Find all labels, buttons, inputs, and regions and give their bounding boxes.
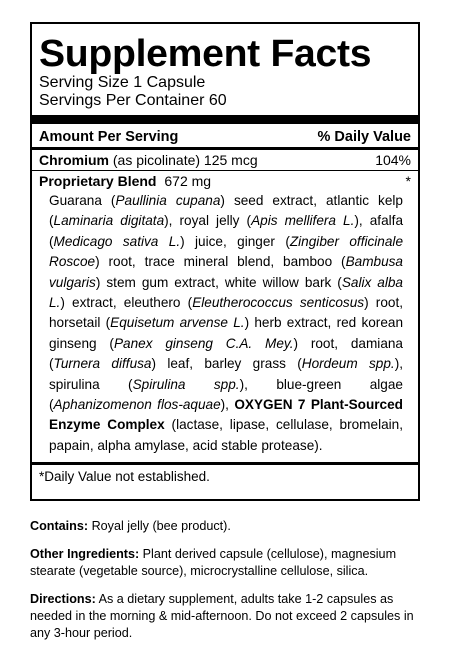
directions-statement — [30, 591, 430, 642]
botanical-name: Aphanizomenon flos-aquae — [53, 397, 221, 413]
botanical-name: Equisetum arvense L. — [110, 315, 245, 331]
servings-per-container: Servings Per Container 60 — [39, 92, 227, 109]
supplement-facts-panel — [30, 22, 420, 501]
column-header-row — [39, 127, 411, 147]
chromium-row — [39, 150, 411, 170]
other-ingredients-text: Plant derived capsule (cellulose), magnesium stearate (vegetable source), microcrystalline cellulose, silica. — [30, 547, 397, 578]
ingredient-text: ) root, horsetail ( — [49, 295, 403, 331]
ingredient-text: ), blue-green algae ( — [49, 376, 403, 413]
ingredient-text: Guarana ( — [49, 193, 116, 208]
ingredient-text: ) herb extract, red korean ginseng ( — [49, 315, 404, 351]
blend-row — [39, 171, 411, 191]
directions-label: Directions: — [30, 592, 96, 606]
enzyme-complex-name: OXYGEN 7 Plant-Sourced Enzyme Complex — [49, 397, 403, 433]
other-ingredients-label: Other Ingredients: — [30, 547, 140, 561]
ingredient-text: ) seed extract, atlantic kelp ( — [49, 193, 403, 229]
botanical-name: Medicago sativa L. — [53, 233, 181, 249]
botanical-name: Panex ginseng C.A. Mey. — [113, 335, 294, 351]
botanical-name: Turnera diffusa — [53, 356, 152, 372]
amount-per-serving-header: Amount Per Serving — [39, 129, 179, 145]
other-ingredients-statement — [30, 546, 430, 580]
botanical-name: Paullinia cupana — [115, 193, 221, 208]
chromium-dv: 104% — [375, 152, 411, 168]
ingredient-text: ) extract, eleuthero ( — [60, 295, 193, 311]
botanical-name: Salix alba L. — [49, 274, 403, 311]
botanical-name: Hordeum spp. — [301, 356, 395, 372]
blend-ingredients — [39, 191, 411, 456]
thick-divider — [32, 115, 418, 124]
ingredient-text: ) stem gum extract, white willow bark ( — [95, 274, 342, 290]
ingredient-text: ), royal jelly ( — [164, 213, 252, 229]
chromium-detail: (as picolinate) 125 mcg — [112, 152, 258, 168]
contains-text: Royal jelly (bee product). — [91, 519, 231, 533]
blend-name: Proprietary Blend — [39, 173, 157, 189]
panel-title: Supplement Facts — [39, 33, 372, 75]
ingredient-text: ) leaf, barley grass ( — [151, 356, 302, 372]
serving-size: Serving Size 1 Capsule — [39, 74, 206, 91]
ingredient-text: ), spirulina ( — [49, 356, 403, 392]
contains-statement — [30, 518, 430, 535]
contains-label: Contains: — [30, 519, 89, 533]
ingredient-text: ) root, damiana ( — [49, 335, 403, 372]
chromium-name: Chromium — [39, 152, 109, 168]
ingredient-text: (lactase, lipase, cellulase, bromelain, papain, alpha amylase, acid stable protease). — [49, 417, 404, 453]
blend-amount: 672 mg — [164, 173, 212, 189]
botanical-name: Spirulina spp. — [132, 376, 240, 392]
ingredient-text: ), — [220, 397, 235, 413]
directions-text: As a dietary supplement, adults take 1-2 capsules as needed in the morning & mid-afternoon. Do not exceed 2 capsules in any 3-hour period. — [30, 592, 414, 640]
botanical-name: Zingiber officinale Roscoe — [49, 233, 404, 270]
daily-value-footnote: *Daily Value not established. — [39, 469, 210, 485]
daily-value-header: % Daily Value — [317, 129, 411, 145]
botanical-name: Eleutherococcus senticosus — [192, 295, 365, 311]
botanical-name: Apis mellifera L. — [251, 213, 355, 229]
botanical-name: Bambusa vulgaris — [49, 254, 403, 290]
ingredient-text: ) juice, ginger ( — [180, 233, 290, 249]
ingredient-text: ), afalfa ( — [49, 213, 404, 249]
blend-dv: * — [405, 173, 411, 189]
botanical-name: Laminaria digitata — [53, 213, 165, 229]
ingredient-text: ) root, trace mineral blend, bamboo ( — [95, 254, 346, 270]
